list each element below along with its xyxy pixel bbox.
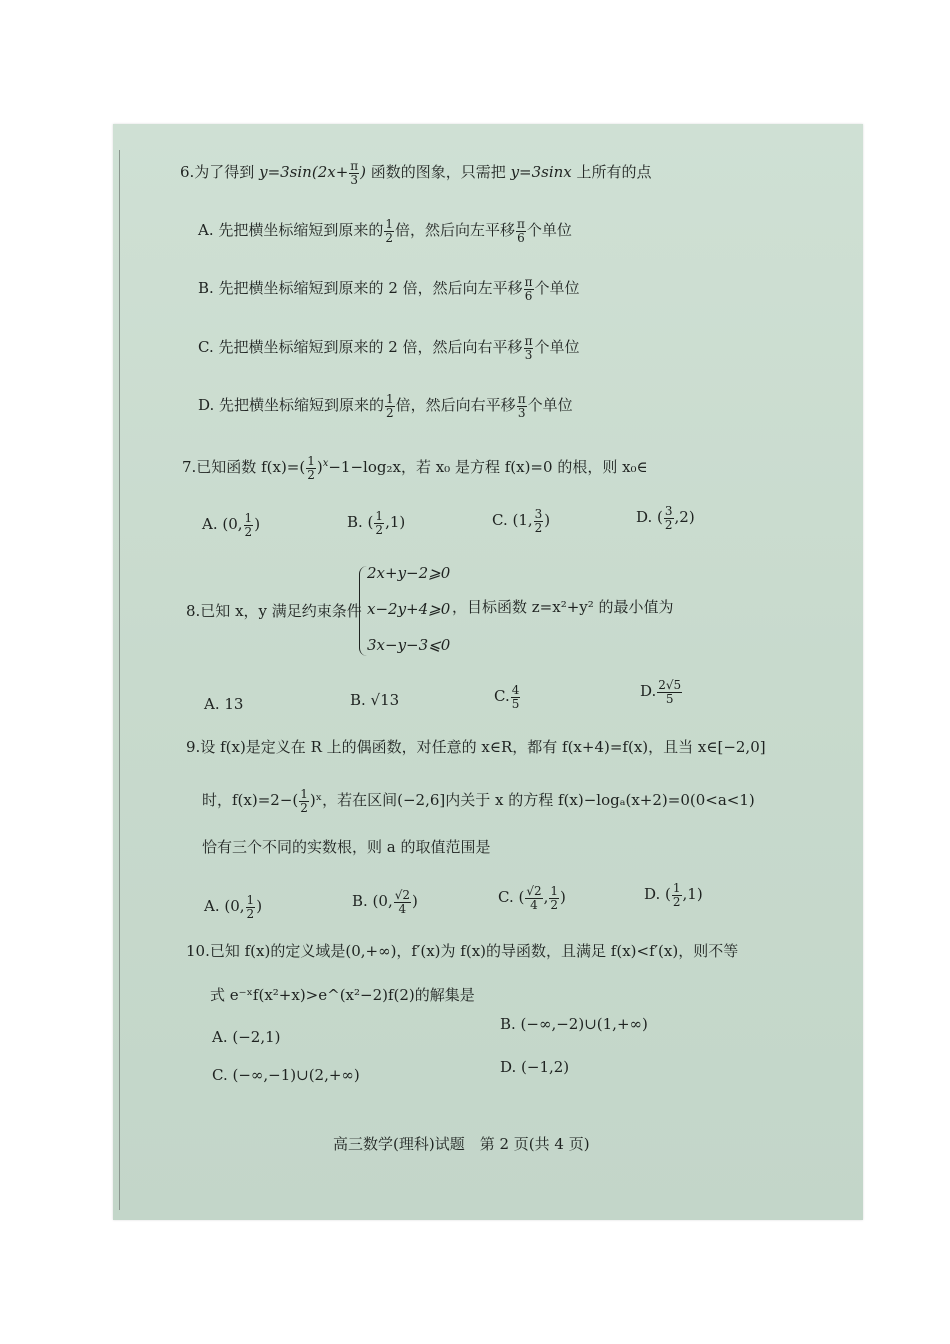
question-9-line-1: 9.设 f(x)是定义在 R 上的偶函数，对任意的 x∈R，都有 f(x+4)=f(x)，且当 x∈[−2,0] bbox=[186, 738, 766, 756]
frac-half bbox=[672, 882, 682, 908]
q7-a-end: ) bbox=[254, 515, 261, 534]
q9-line2-pre: 时，f(x)=2−( bbox=[202, 791, 299, 810]
frac-half bbox=[385, 393, 395, 419]
frac-den: 2 bbox=[375, 522, 384, 537]
frac-num: 1 bbox=[300, 787, 308, 801]
frac-num: 1 bbox=[375, 509, 384, 523]
frac-den: 2 bbox=[385, 230, 394, 245]
constraint-3: 3x−y−3⩽0 bbox=[367, 636, 451, 654]
q6-b-pre: B. 先把横坐标缩短到原来的 2 倍，然后向左平移 bbox=[198, 279, 523, 298]
q6-stem-c: 上所有的点 bbox=[571, 163, 652, 182]
q7-d: D. ( bbox=[636, 508, 663, 527]
q6-c-pre: C. 先把横坐标缩短到原来的 2 倍，然后向右平移 bbox=[198, 338, 523, 357]
q8-d: D. bbox=[640, 682, 657, 701]
frac-den: 6 bbox=[517, 230, 525, 245]
frac-half bbox=[244, 512, 254, 538]
constraint-2: x−2y+4⩾0 bbox=[367, 600, 451, 618]
q9-d: D. ( bbox=[644, 885, 671, 904]
frac-den: 2 bbox=[386, 405, 394, 420]
frac-half bbox=[246, 894, 256, 920]
q9-c: C. ( bbox=[498, 888, 525, 907]
q9-c-end: ) bbox=[560, 888, 566, 907]
frac-num: 4 bbox=[511, 683, 520, 697]
q6-target-end: ) bbox=[360, 163, 367, 182]
frac-den: 6 bbox=[524, 288, 533, 303]
q10-option-a: A. (−2,1) bbox=[212, 1028, 281, 1046]
frac-num: 3 bbox=[664, 504, 673, 518]
frac-den: 2 bbox=[672, 894, 681, 909]
q8-c: C. bbox=[494, 687, 510, 706]
q6-option-d bbox=[198, 393, 573, 419]
q7-stem-mid: ) bbox=[316, 458, 323, 477]
frac-den: 5 bbox=[511, 696, 520, 711]
q6-b-post: 个单位 bbox=[534, 279, 580, 298]
q9-line2-post: )ˣ，若在区间(−2,6]内关于 x 的方程 f(x)−logₐ(x+2)=0(0<a<1) bbox=[309, 791, 755, 810]
question-8-stem-pre: 8.已知 x，y 满足约束条件 bbox=[186, 602, 362, 620]
constraint-1: 2x+y−2⩾0 bbox=[367, 564, 451, 582]
q9-b: B. (0, bbox=[352, 892, 393, 911]
frac-pi-6 bbox=[524, 276, 534, 302]
frac-half bbox=[374, 510, 384, 536]
frac-num: √2 bbox=[394, 888, 411, 902]
q9-option-b bbox=[352, 889, 418, 915]
frac-den: 2 bbox=[246, 906, 255, 921]
q9-b-end: ) bbox=[412, 892, 418, 911]
q9-d-end: ,1) bbox=[682, 885, 703, 904]
frac-sqrt2-4 bbox=[394, 889, 411, 915]
q6-c-post: 个单位 bbox=[534, 338, 580, 357]
frac-pi-3 bbox=[349, 160, 359, 186]
frac-num: 1 bbox=[385, 217, 394, 231]
frac-den: 5 bbox=[665, 691, 674, 706]
q7-option-c bbox=[492, 508, 550, 534]
frac-4-5 bbox=[511, 684, 521, 710]
q6-d-mid: 倍，然后向右平移 bbox=[395, 396, 516, 415]
frac-num: π bbox=[524, 334, 533, 348]
frac-num: 1 bbox=[246, 893, 255, 907]
q7-c: C. (1, bbox=[492, 511, 533, 530]
q7-d-end: ,2) bbox=[674, 508, 695, 527]
q7-option-d bbox=[636, 505, 695, 531]
q6-stem-a: 6.为了得到 bbox=[180, 163, 260, 182]
frac-num: 1 bbox=[672, 881, 681, 895]
frac-pi-6 bbox=[516, 218, 526, 244]
frac-3-2 bbox=[664, 505, 674, 531]
frac-den: 4 bbox=[398, 901, 407, 916]
q6-d-pre: D. 先把横坐标缩短到原来的 bbox=[198, 396, 385, 415]
q7-c-end: ) bbox=[544, 511, 551, 530]
q7-option-b bbox=[347, 510, 405, 536]
question-10-line-1: 10.已知 f(x)的定义域是(0,+∞)，f′(x)为 f(x)的导函数，且满足 f(x)<f′(x)，则不等 bbox=[186, 942, 739, 960]
q9-option-d bbox=[644, 882, 703, 908]
frac-num: 1 bbox=[244, 511, 253, 525]
q9-option-c bbox=[498, 885, 566, 911]
q6-option-a bbox=[198, 218, 572, 244]
q7-b: B. ( bbox=[347, 513, 374, 532]
q7-stem-post: −1−log₂x，若 x₀ 是方程 f(x)=0 的根，则 x₀∈ bbox=[328, 458, 648, 477]
q6-a-post: 个单位 bbox=[526, 221, 572, 240]
question-6-stem bbox=[180, 160, 652, 186]
q7-stem-pre: 7.已知函数 f(x)=( bbox=[182, 458, 306, 477]
q8-option-b: B. √13 bbox=[350, 691, 400, 709]
q9-c-mid: , bbox=[543, 888, 549, 907]
q6-source-func: y=3sinx bbox=[510, 163, 572, 182]
frac-pi-3 bbox=[517, 393, 527, 419]
q6-a-pre: A. 先把横坐标缩短到原来的 bbox=[198, 221, 384, 240]
q6-d-post: 个单位 bbox=[527, 396, 573, 415]
frac-den: 2 bbox=[307, 467, 315, 482]
frac-num: π bbox=[350, 159, 359, 173]
q10-option-c: C. (−∞,−1)∪(2,+∞) bbox=[212, 1066, 360, 1084]
q6-target-func: y=3sin(2x+ bbox=[259, 163, 349, 182]
frac-num: 1 bbox=[307, 454, 315, 468]
frac-num: π bbox=[524, 275, 533, 289]
frac-num: π bbox=[517, 217, 525, 231]
frac-sqrt2-4 bbox=[525, 885, 542, 911]
frac-half bbox=[549, 885, 559, 911]
question-9-line-2 bbox=[202, 788, 755, 814]
q10-option-b: B. (−∞,−2)∪(1,+∞) bbox=[500, 1015, 648, 1033]
margin-line bbox=[119, 150, 120, 1210]
frac-den: 2 bbox=[664, 517, 673, 532]
frac-den: 3 bbox=[350, 172, 359, 187]
question-9-line-3: 恰有三个不同的实数根，则 a 的取值范围是 bbox=[202, 838, 491, 856]
frac-den: 2 bbox=[534, 520, 543, 535]
q9-option-a bbox=[204, 894, 262, 920]
frac-num: 2√5 bbox=[658, 678, 682, 692]
frac-num: 1 bbox=[386, 392, 394, 406]
q7-a: A. (0, bbox=[202, 515, 243, 534]
q7-b-end: ,1) bbox=[385, 513, 406, 532]
q8-option-c bbox=[494, 684, 521, 710]
q6-a-mid: 倍，然后向左平移 bbox=[395, 221, 516, 240]
frac-den: 3 bbox=[517, 405, 526, 420]
frac-3-2 bbox=[534, 508, 544, 534]
q10-option-d: D. (−1,2) bbox=[500, 1058, 570, 1076]
frac-den: 2 bbox=[300, 800, 308, 815]
question-10-line-2: 式 e⁻ˣf(x²+x)>e^(x²−2)f(2)的解集是 bbox=[210, 986, 475, 1004]
frac-num: 3 bbox=[534, 507, 543, 521]
question-7-stem: 7.已知函数 f(x)=( $\frac{1}{2}$ )$^x$−1−log₂x，若 x₀ 是方程 f(x)=0 的根，则 x₀∈ bbox=[182, 454, 648, 482]
frac-2sqrt5-5 bbox=[657, 679, 682, 705]
frac-num: π bbox=[517, 392, 526, 406]
q8-option-d bbox=[640, 679, 683, 705]
page-footer: 高三数学(理科)试题 第 2 页(共 4 页) bbox=[333, 1135, 590, 1153]
frac-den: 3 bbox=[524, 347, 533, 362]
q6-option-b bbox=[198, 276, 580, 302]
q7-option-a bbox=[202, 512, 260, 538]
frac-half bbox=[299, 788, 309, 814]
frac-pi-3 bbox=[524, 335, 534, 361]
q8-option-a: A. 13 bbox=[204, 695, 244, 713]
frac-half bbox=[306, 455, 316, 481]
q6-option-c bbox=[198, 335, 579, 361]
frac-num: 1 bbox=[550, 884, 559, 898]
question-8-stem-post: ，目标函数 z=x²+y² 的最小值为 bbox=[452, 598, 674, 616]
frac-half bbox=[384, 218, 394, 244]
frac-den: 2 bbox=[244, 524, 253, 539]
q6-stem-b: 函数的图象，只需把 bbox=[366, 163, 511, 182]
q9-a-end: ) bbox=[256, 897, 263, 916]
frac-den: 2 bbox=[550, 897, 559, 912]
q9-a: A. (0, bbox=[204, 897, 245, 916]
frac-den: 4 bbox=[530, 897, 538, 912]
frac-num: √2 bbox=[526, 884, 542, 898]
